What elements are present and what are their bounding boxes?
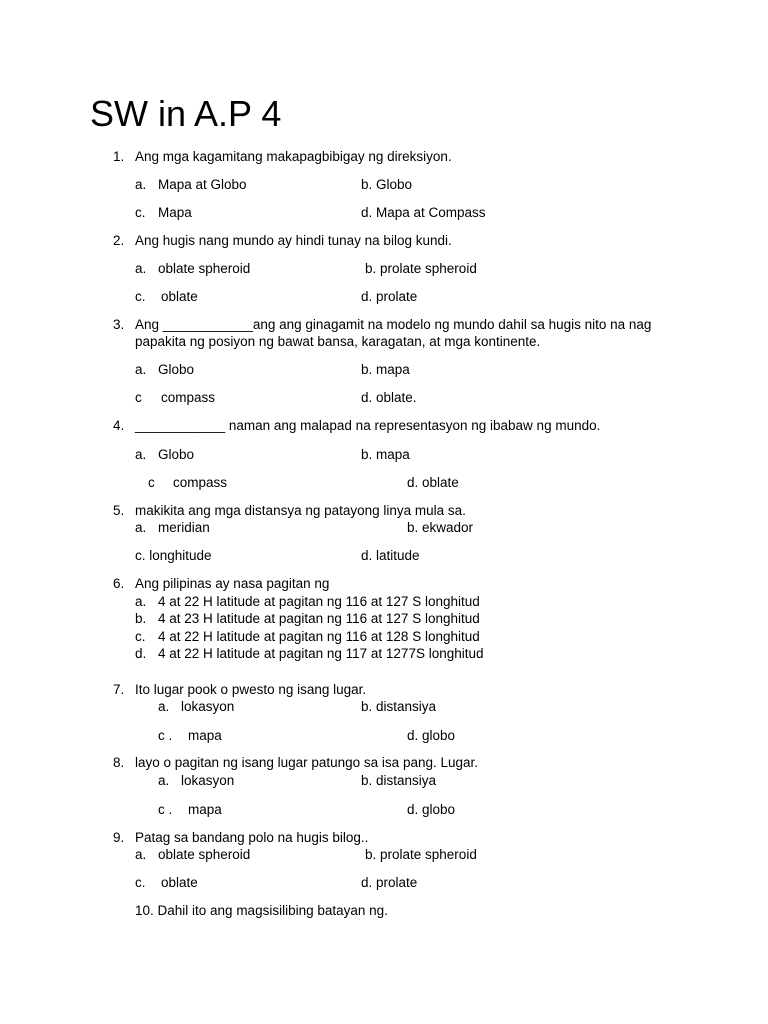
choice-text: d. prolate <box>361 289 418 304</box>
choice-letter: c . <box>158 802 173 817</box>
question-text: Ang mga kagamitang makapagbibigay ng direksiyon. <box>135 149 452 164</box>
choice-letter: c. <box>135 289 146 304</box>
choice-text: b. mapa <box>361 362 410 377</box>
question-text: Ito lugar pook o pwesto ng isang lugar. <box>135 682 367 697</box>
question-text: Patag sa bandang polo na hugis bilog.. <box>135 830 369 845</box>
choice-letter: c <box>135 390 142 405</box>
choice-text: 4 at 22 H latitude at pagitan ng 116 at 128 S longhitud <box>158 629 480 644</box>
choice-letter: c <box>148 475 155 490</box>
choice-text: d. Mapa at Compass <box>361 205 486 220</box>
choice-text: d. globo <box>407 728 456 743</box>
choice-text: b. Globo <box>361 177 413 192</box>
question-number: 7. <box>113 682 125 697</box>
choice-letter: c. <box>135 205 146 220</box>
choice-letter: c. <box>135 875 146 890</box>
choice-text: oblate spheroid <box>158 261 251 276</box>
question-text-line2: papakita ng posiyon ng bawat bansa, karagatan, at mga kontinente. <box>135 334 541 349</box>
choice-text: 4 at 22 H latitude at pagitan ng 116 at 127 S longhitud <box>158 594 480 609</box>
choice-text: mapa <box>188 802 222 817</box>
question-text: makikita ang mga distansya ng patayong linya mula sa. <box>135 503 466 518</box>
question-number: 6. <box>113 576 125 591</box>
choice-text: mapa <box>188 728 222 743</box>
question-number: 2. <box>113 233 125 248</box>
choice-text: meridian <box>158 520 210 535</box>
choice-letter: a. <box>135 362 147 377</box>
choice-text: c. longhitude <box>135 548 212 563</box>
choice-text: b. prolate spheroid <box>365 261 477 276</box>
choice-text: oblate <box>161 875 198 890</box>
choice-text: 4 at 23 H latitude at pagitan ng 116 at 127 S longhitud <box>158 611 480 626</box>
choice-text: lokasyon <box>181 699 235 714</box>
choice-letter: a. <box>135 594 147 609</box>
choice-letter: a. <box>158 773 170 788</box>
choice-text: b. ekwador <box>407 520 474 535</box>
choice-letter: a. <box>135 847 147 862</box>
question-number: 9. <box>113 830 125 845</box>
choice-text: b. distansiya <box>361 699 437 714</box>
choice-letter: a. <box>135 520 147 535</box>
choice-text: d. oblate <box>407 475 459 490</box>
choice-letter: c. <box>135 629 146 644</box>
choice-text: b. distansiya <box>361 773 437 788</box>
choice-text: 4 at 22 H latitude at pagitan ng 117 at 1277S longhitud <box>158 646 484 661</box>
choice-letter: a. <box>135 447 147 462</box>
question-text: 10. Dahil ito ang magsisilibing batayan ng. <box>135 903 388 918</box>
choice-letter: a. <box>135 261 147 276</box>
question-text: layo o pagitan ng isang lugar patungo sa isa pang. Lugar. <box>135 755 479 770</box>
choice-text: d. prolate <box>361 875 418 890</box>
question-text: ____________ naman ang malapad na representasyon ng ibabaw ng mundo. <box>135 418 601 433</box>
choice-text: d. oblate. <box>361 390 417 405</box>
question-text: Ang hugis nang mundo ay hindi tunay na bilog kundi. <box>135 233 452 248</box>
question-number: 8. <box>113 755 125 770</box>
choice-letter: a. <box>158 699 170 714</box>
question-text: Ang ____________ang ang ginagamit na modelo ng mundo dahil sa hugis nito na nag <box>135 317 652 332</box>
choice-text: d. latitude <box>361 548 420 563</box>
choice-text: lokasyon <box>181 773 235 788</box>
question-number: 5. <box>113 503 125 518</box>
page-title: SW in A.P 4 <box>90 93 282 134</box>
choice-text: Globo <box>158 447 195 462</box>
question-text: Ang pilipinas ay nasa pagitan ng <box>135 576 330 591</box>
choice-text: Globo <box>158 362 195 377</box>
choice-letter: a. <box>135 177 147 192</box>
choice-text: b. mapa <box>361 447 410 462</box>
choice-letter: d. <box>135 646 147 661</box>
choice-text: oblate <box>161 289 198 304</box>
choice-text: compass <box>161 390 216 405</box>
choice-text: compass <box>173 475 228 490</box>
choice-letter: c . <box>158 728 173 743</box>
choice-text: b. prolate spheroid <box>365 847 477 862</box>
choice-text: oblate spheroid <box>158 847 251 862</box>
question-number: 3. <box>113 317 125 332</box>
choice-text: Mapa <box>158 205 192 220</box>
choice-letter: b. <box>135 611 147 626</box>
question-number: 4. <box>113 418 125 433</box>
question-number: 1. <box>113 149 125 164</box>
choice-text: d. globo <box>407 802 456 817</box>
choice-text: Mapa at Globo <box>158 177 247 192</box>
